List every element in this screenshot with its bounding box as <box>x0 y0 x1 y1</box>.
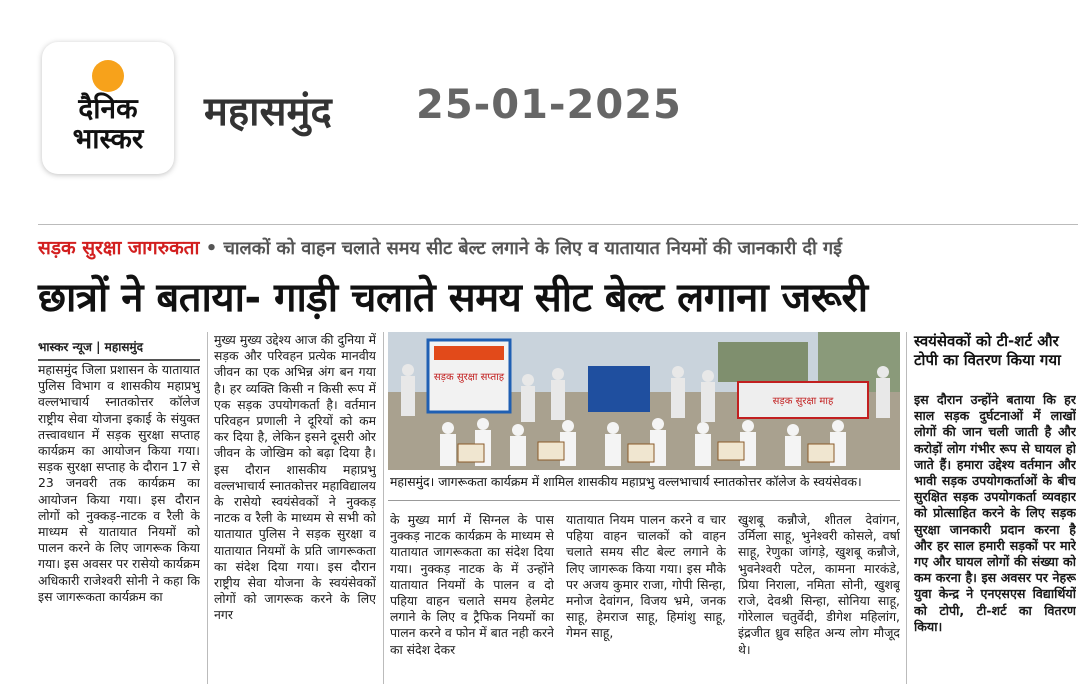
logo-line1: दैनिक <box>78 92 138 125</box>
byline: भास्कर न्यूज | महासमुंद <box>38 338 200 361</box>
banner-text: सड़क सुरक्षा सप्ताह <box>433 372 505 383</box>
article-column-6: इस दौरान उन्होंने बताया कि हर साल सड़क दुर्घटनाओं में लाखों लोगों की जान चली जाती है और करोड़ों लोग गंभीर रूप से घायल हो जाते हैं। हमारा उद्देश्य वर्तमान और भावी सड़क उपयोगकर्ताओं के बीच सुरक्षित सड़क उपयोगकर्ता व्यवहार को प्रोत्साहित करने के लिए सड़क सुरक्षा जानकारी प्रदान करना है और हर साल हमारी सड़कों पर मारे गए और घायल लोगों की संख्या को कम करना है। इस अवसर पर नेहरू युवा केन्द्र ने एनएसएस विद्यार्थियों को टोपी, टी-शर्ट का वितरण किया। <box>914 392 1076 634</box>
logo-line2: भास्कर <box>72 122 144 155</box>
column-divider <box>906 332 907 684</box>
top-rule <box>38 224 1078 225</box>
kicker-label: सड़क सुरक्षा जागरुकता <box>38 237 200 259</box>
edition-date: 25-01-2025 <box>416 82 682 128</box>
news-photo <box>388 332 900 470</box>
caption-rule <box>388 500 900 501</box>
edition-city: महासमुंद <box>204 89 332 135</box>
article-column-5: खुशबू कन्नौजे, शीतल देवांगन, उर्मिला साहू, भुनेश्वरी कोसले, वर्षा साहू, रेणुका जांगड़े, खुशबू कन्नौजे, भुवनेश्वरी पटेल, कामना मारकंडे, प्रिया निराला, नमिता सोनी, खुशबू राजे, देवश्री सिन्हा, सोनिया साहू, गोरेलाल चतुर्वेदी, डीगेश महिलांग, इंद्रजीत ध्रुव सहित अन्य लोग मौजूद थे। <box>738 512 900 657</box>
photo-illustration <box>388 332 900 470</box>
article-column-4: यातायात नियम पालन करने व चार पहिया वाहन चालकों को वाहन चलाते समय सीट बेल्ट लगाने के लिए जागरूक किया गया। इस मौके पर अजय कुमार राजा, गोपी सिन्हा, मनोज देवांगन, विजय भ्रमे, जनक साहू, हेमराज साहू, हिमांशु साहू, गेमन साहू, <box>566 512 726 641</box>
photo-caption: महासमुंद। जागरूकता कार्यक्रम में शामिल शासकीय महाप्रभु वल्लभाचार्य स्नातकोत्तर कॉलेज के स्वयंसेवक। <box>390 474 862 489</box>
article-column-3: के मुख्य मार्ग में सिग्नल के पास नुक्कड़ नाटक कार्यक्रम के माध्यम से यातायात जागरूकता का संदेश दिया गया। नुक्कड़ नाटक के में उन्होंने यातायात नियमों के पालन व दो पहिया वाहन चलाते समय हेलमेट लगाने के लिए व ट्रैफिक नियमों का पालन करने व फोन में बात नही करने का संदेश देकर <box>390 512 554 657</box>
side-headline: स्वयंसेवकों को टी-शर्ट और टोपी का वितरण किया गया <box>914 332 1061 369</box>
subheadline: चालकों को वाहन चलाते समय सीट बेल्ट लगाने के लिए व यातायात नियमों की जानकारी दी गई <box>223 238 842 259</box>
article-column-2: मुख्य मुख्य उद्देश्य आज की दुनिया में सड़क और परिवहन प्रत्येक मानवीय जीवन का एक अभिन्न अंग बन गया है। हर व्यक्ति किसी न किसी रूप में एक सड़क उपयोगकर्ता है। वर्तमान परिवहन प्रणाली ने दूरियों को कम कर दिया है, लेकिन इसने दूसरी ओर जीवन के जोखिम को बढ़ा दिया है। इस दौरान शासकीय महाप्रभु वल्लभाचार्य स्नातकोत्तर महाविद्यालय के रासेयो स्वयंसेवकों ने नुक्कड़ नाटक व रैली के माध्यम से सभी को यातायात पुलिस ने सड़क सुरक्षा व यातायात नियमों के प्रति जागरूकता का संदेश दिया गया। इस दौरान राष्ट्रीय सेवा योजना के स्वयंसेवकों लोगों को जागरूक करने के लिए नगर <box>214 332 376 623</box>
article-column-1: महासमुंद जिला प्रशासन के यातायात पुलिस विभाग व शासकीय महाप्रभु वल्लभाचार्य स्नातकोत्तर कॉलेज राष्ट्रीय सेवा योजना इकाई के संयुक्त तत्त्वावधान में सड़क सुरक्षा सप्ताह कार्यक्रम का आयोजन किया गया। सड़क सुरक्षा सप्ताह के दौरान 17 से 23 जनवरी तक कार्यक्रम का आयोजन किया गया। इस दौरान लोगों को नुक्कड़-नाटक व रैली के माध्यम से यातायात नियमों को पालन करने के लिए जागरूक किया गया। इस अवसर पर रासेयो कार्यक्रम अधिकारी राजेश्वरी सोनी ने कहा कि इस जागरूकता कार्यक्रम का <box>38 362 200 604</box>
column-divider <box>207 332 208 684</box>
kicker-separator: • <box>199 238 224 259</box>
banner-text-2: सड़क सुरक्षा माह <box>772 396 834 407</box>
logo-sun-icon <box>92 60 124 92</box>
dainik-bhaskar-logo <box>42 42 174 174</box>
kicker-line <box>38 234 842 260</box>
headline: छात्रों ने बताया- गाड़ी चलाते समय सीट बेल्ट लगाना जरूरी <box>38 275 868 321</box>
column-divider <box>383 332 384 684</box>
